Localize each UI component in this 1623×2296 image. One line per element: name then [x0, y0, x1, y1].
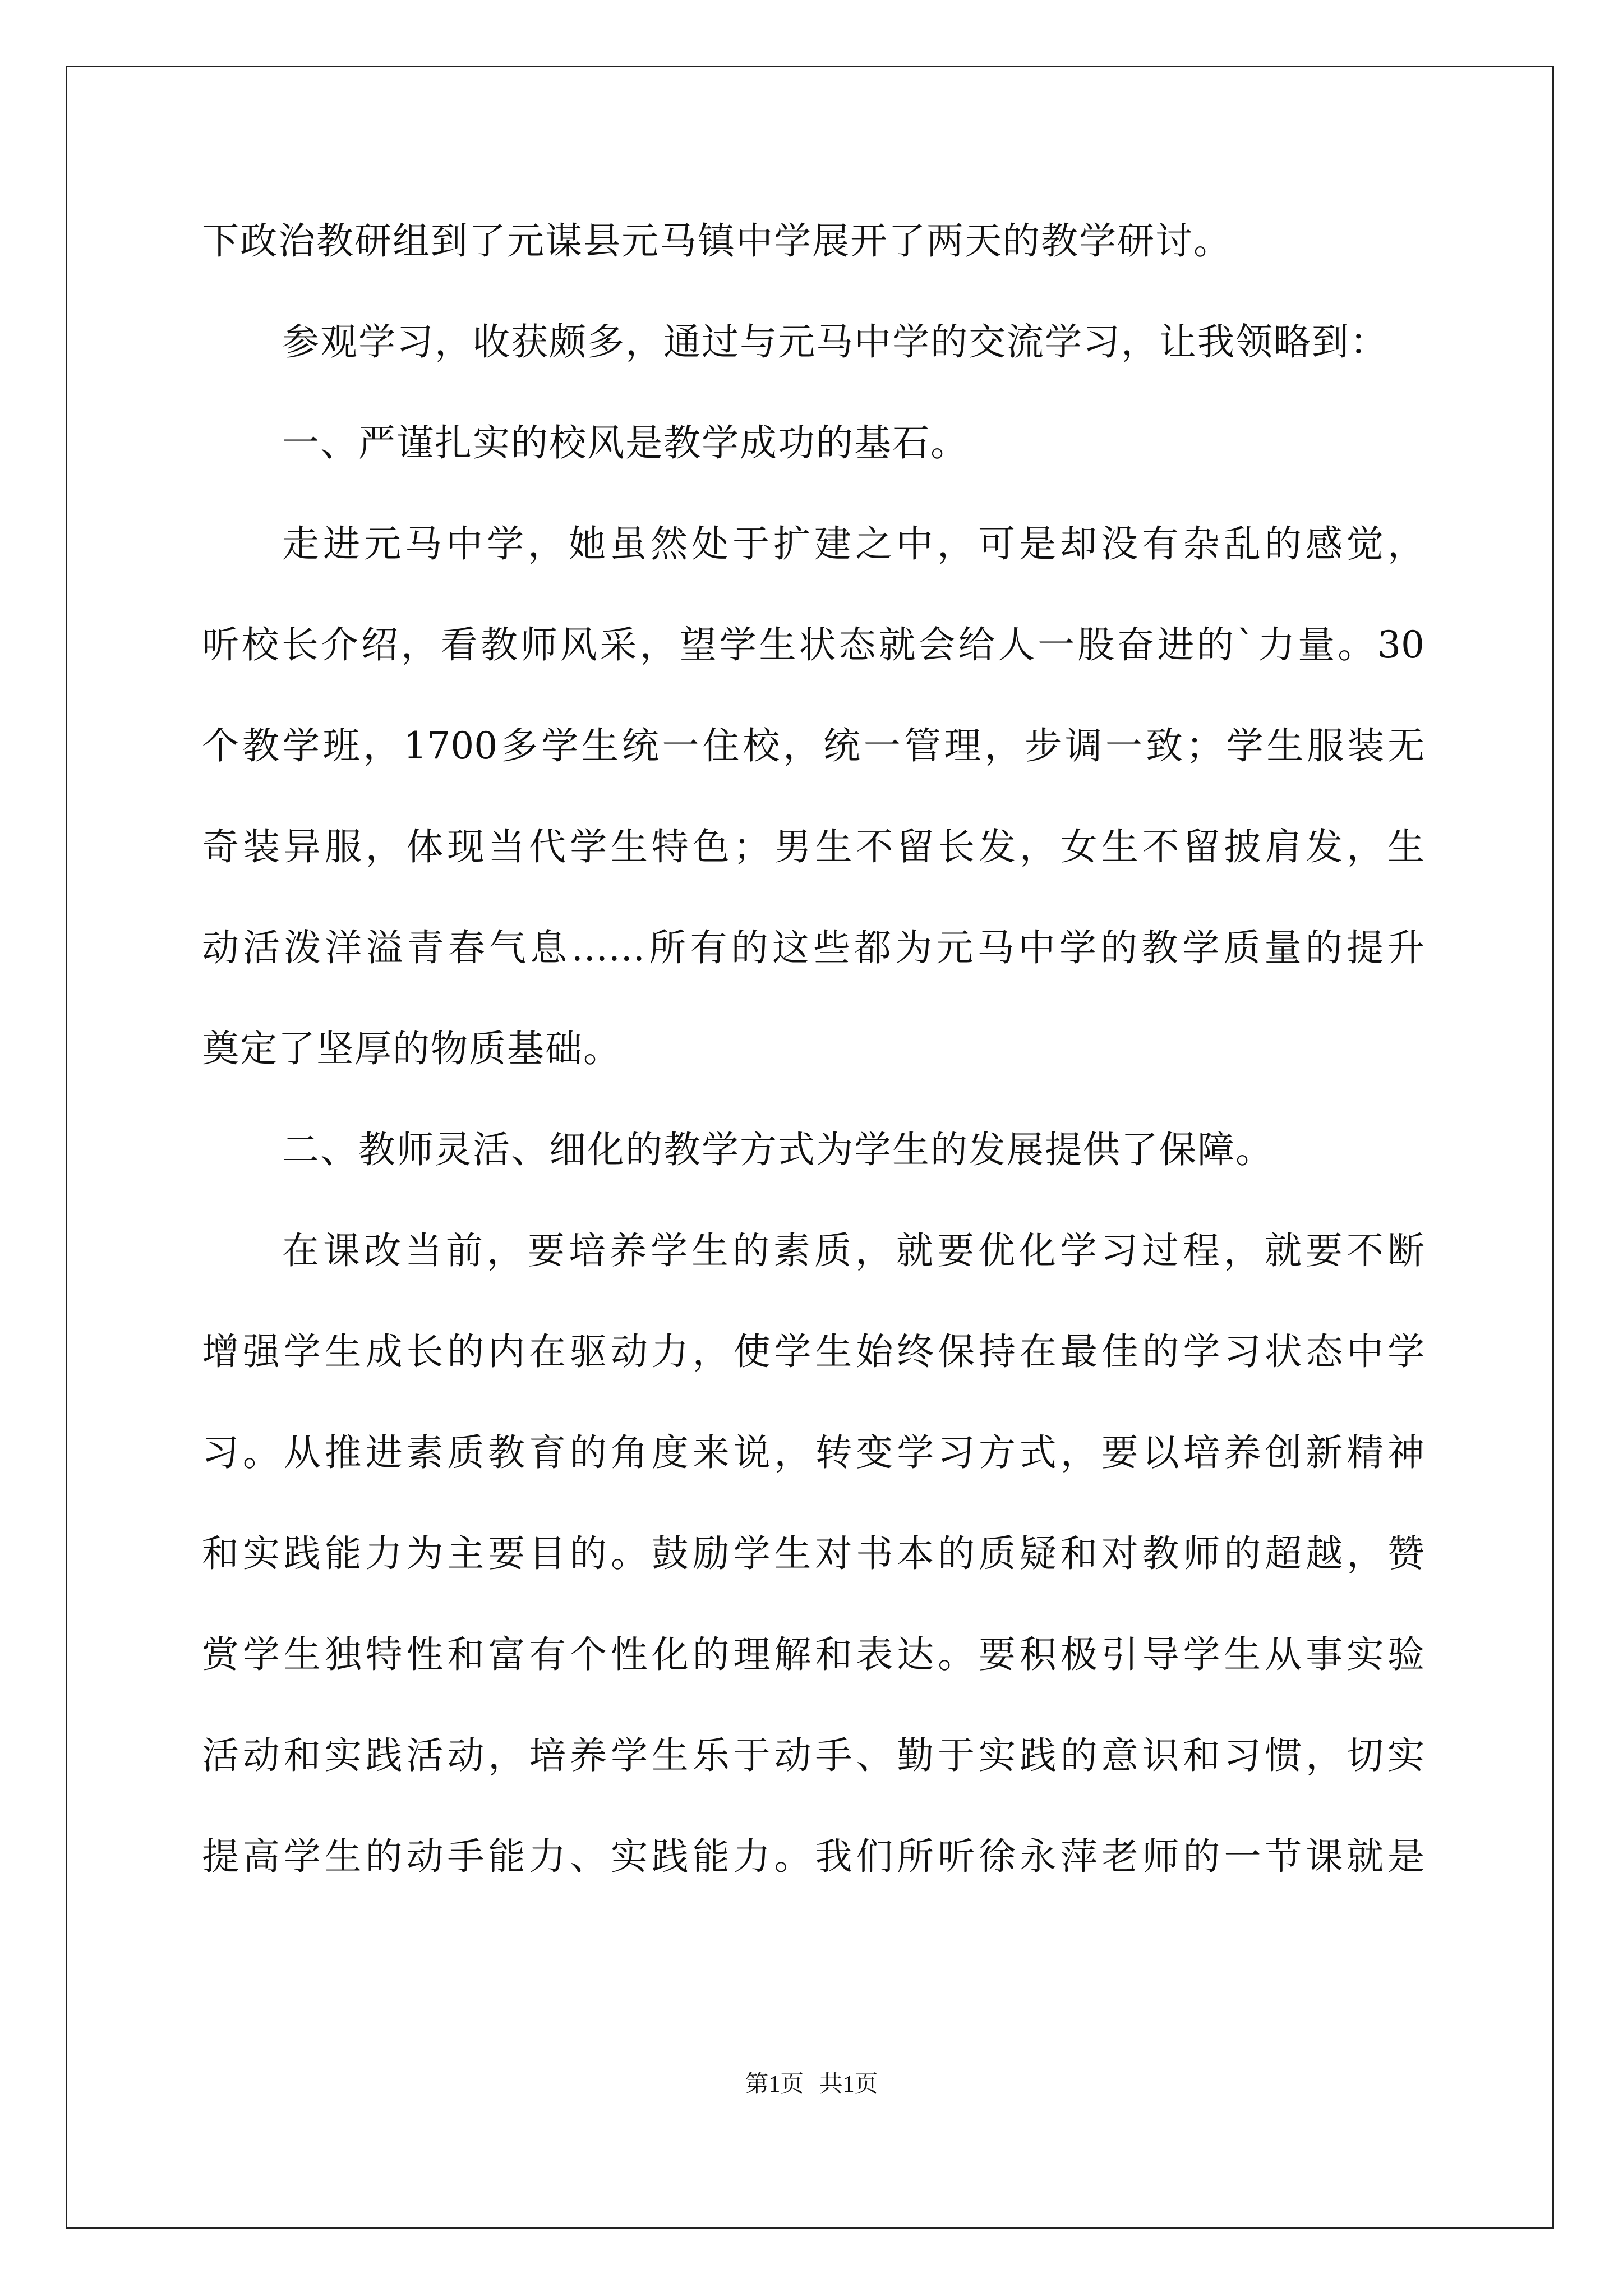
body-line-5: 听校长介绍，看教师风采，望学生状态就会给人一股奋进的`力量。30 — [202, 623, 1424, 666]
body-line-16: 活动和实践活动，培养学生乐于动手、勤于实践的意识和习惯，切实 — [202, 1734, 1424, 1777]
body-line-13: 习。从推进素质教育的角度来说，转变学习方式，要以培养创新精神 — [202, 1431, 1424, 1474]
section-heading-2: 二、教师灵活、细化的教学方式为学生的发展提供了保障。 — [282, 1128, 1274, 1171]
body-line-6: 个教学班，1700多学生统一住校，统一管理，步调一致；学生服装无 — [202, 724, 1424, 767]
body-line-2: 参观学习，收获颇多，通过与元马中学的交流学习，让我领略到： — [282, 320, 1388, 364]
body-line-9: 奠定了坚厚的物质基础。 — [202, 1027, 621, 1070]
body-line-17: 提高学生的动手能力、实践能力。我们所听徐永萍老师的一节课就是 — [202, 1835, 1424, 1878]
body-line-12: 增强学生成长的内在驱动力，使学生始终保持在最佳的学习状态中学 — [202, 1330, 1424, 1373]
body-line-7: 奇装异服，体现当代学生特色；男生不留长发，女生不留披肩发，生 — [202, 825, 1424, 868]
section-heading-1: 一、严谨扎实的校风是教学成功的基石。 — [282, 421, 969, 464]
body-line-15: 赏学生独特性和富有个性化的理解和表达。要积极引导学生从事实验 — [202, 1633, 1424, 1676]
body-line-1: 下政治教研组到了元谋县元马镇中学展开了两天的教学研讨。 — [202, 219, 1232, 263]
body-line-14: 和实践能力为主要目的。鼓励学生对书本的质疑和对教师的超越，赞 — [202, 1532, 1424, 1575]
body-line-4: 走进元马中学，她虽然处于扩建之中，可是却没有杂乱的感觉， — [282, 522, 1424, 565]
body-line-11: 在课改当前，要培养学生的素质，就要优化学习过程，就要不断 — [282, 1229, 1424, 1272]
body-line-8: 动活泼洋溢青春气息……所有的这些都为元马中学的教学质量的提升 — [202, 926, 1424, 969]
page-footer: 第1页 共1页 — [745, 2072, 878, 2097]
